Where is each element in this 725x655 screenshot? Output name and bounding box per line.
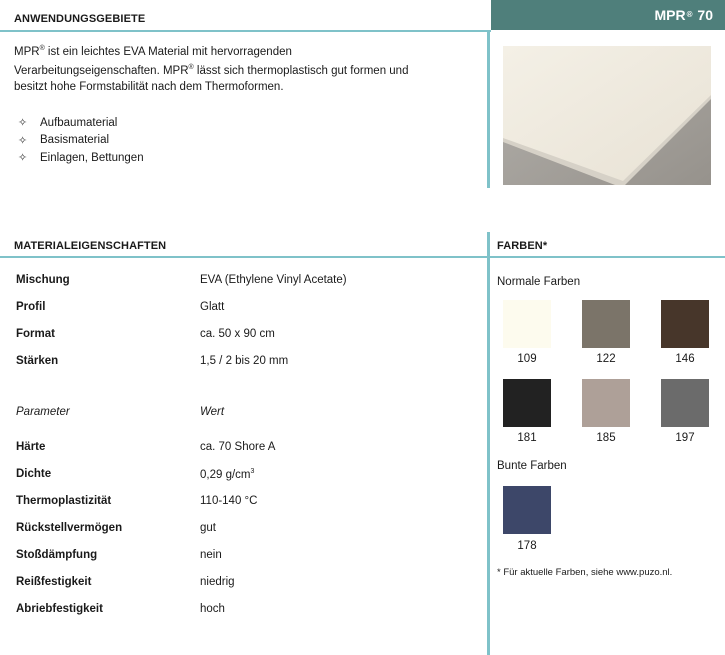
param-label: Rückstellvermögen: [16, 522, 123, 534]
table-row: [16, 549, 476, 567]
registered-mark: ®: [686, 9, 693, 19]
param-value: ca. 70 Shore A: [200, 441, 276, 453]
list-item-label: Einlagen, Bettungen: [40, 151, 144, 164]
divider-vertical-top: [487, 30, 490, 188]
table-row: [16, 522, 476, 540]
table-row: [16, 355, 476, 373]
color-code-label: 178: [517, 540, 537, 552]
property-label: Stärken: [16, 355, 59, 367]
property-label: Format: [16, 328, 55, 340]
material-sheet-image: [503, 46, 711, 185]
param-label: Abriebfestigkeit: [16, 603, 103, 615]
color-code-label: 122: [596, 353, 616, 365]
param-label: Dichte: [16, 468, 52, 480]
param-label: Stoßdämpfung: [16, 549, 98, 561]
table-row: [16, 328, 476, 346]
intro-line1-b: ist ein leichtes EVA Material mit hervorragenden: [44, 45, 292, 58]
param-value: [200, 468, 254, 481]
product-title-bar: [491, 0, 725, 30]
param-value: niedrig: [200, 576, 235, 588]
property-value: 1,5 / 2 bis 20 mm: [200, 355, 289, 367]
divider-colors: [491, 256, 725, 258]
table-row: [16, 441, 476, 459]
table-row: [16, 468, 476, 486]
param-value: gut: [200, 522, 216, 534]
product-name: MPR: [654, 7, 686, 23]
product-number: 70: [697, 7, 713, 23]
table-row: [16, 576, 476, 594]
divider-properties: [0, 256, 491, 258]
list-item-label: Aufbaumaterial: [40, 116, 118, 129]
color-swatch-146: [661, 300, 709, 348]
param-header-value: Wert: [200, 406, 225, 418]
list-item: [18, 114, 144, 132]
list-item: [18, 132, 144, 150]
param-value: hoch: [200, 603, 225, 615]
property-label: Mischung: [16, 274, 70, 286]
diamond-dots-icon: ✧: [18, 134, 28, 147]
param-label: Reißfestigkeit: [16, 576, 92, 588]
color-swatch-185: [582, 379, 630, 427]
color-code-label: 185: [596, 432, 616, 444]
density-value: 0,29 g/cm: [200, 468, 251, 481]
intro-line1-sup: ®: [39, 45, 45, 52]
divider-top: [0, 30, 491, 32]
param-label: Thermoplastizität: [16, 495, 112, 507]
param-label: Härte: [16, 441, 46, 453]
param-value: 110-140 °C: [200, 495, 258, 507]
diamond-dots-icon: ✧: [18, 152, 28, 165]
color-code-label: 197: [675, 432, 695, 444]
color-swatch-109: [503, 300, 551, 348]
intro-line2-a: Verarbeitungseigenschaften. MPR: [14, 64, 189, 77]
section-title-anwendungsgebiete: ANWENDUNGSGEBIETE: [14, 13, 146, 25]
color-swatch-122: [582, 300, 630, 348]
color-swatch-181: [503, 379, 551, 427]
section-title-materialeigenschaften: MATERIALEIGENSCHAFTEN: [14, 240, 167, 252]
property-value: ca. 50 x 90 cm: [200, 328, 275, 340]
param-value: nein: [200, 549, 222, 561]
table-row: [16, 274, 476, 292]
application-list: [18, 114, 144, 167]
color-swatch-178: [503, 486, 551, 534]
color-swatch-197: [661, 379, 709, 427]
intro-line2-b: lässt sich thermoplastisch gut formen und: [193, 64, 409, 77]
diamond-dots-icon: ✧: [18, 117, 28, 130]
property-label: Profil: [16, 301, 46, 313]
color-code-label: 109: [517, 353, 537, 365]
color-code-label: 181: [517, 432, 537, 444]
list-item: [18, 149, 144, 167]
param-header-label: Parameter: [16, 406, 70, 418]
section-title-farben: FARBEN*: [497, 240, 548, 252]
param-header-row: [16, 406, 476, 424]
intro-line3: besitzt hohe Formstabilität nach dem Thermoformen.: [14, 80, 284, 93]
bunte-colors-title: Bunte Farben: [497, 460, 567, 472]
list-item-label: Basismaterial: [40, 134, 110, 147]
property-value: Glatt: [200, 301, 225, 313]
normal-colors-title: Normale Farben: [497, 276, 581, 288]
table-row: [16, 301, 476, 319]
intro-line2-sup: ®: [188, 63, 194, 71]
property-value: EVA (Ethylene Vinyl Acetate): [200, 274, 347, 286]
product-photo: [503, 46, 711, 185]
intro-line1-a: MPR: [14, 45, 40, 58]
density-unit-sup: 3: [250, 468, 255, 475]
table-row: [16, 495, 476, 513]
intro-text: [14, 41, 474, 95]
color-code-label: 146: [675, 353, 695, 365]
colors-footnote: * Für aktuelle Farben, siehe www.puzo.nl.: [497, 567, 673, 578]
divider-vertical-bottom: [487, 232, 490, 655]
table-row: [16, 603, 476, 621]
